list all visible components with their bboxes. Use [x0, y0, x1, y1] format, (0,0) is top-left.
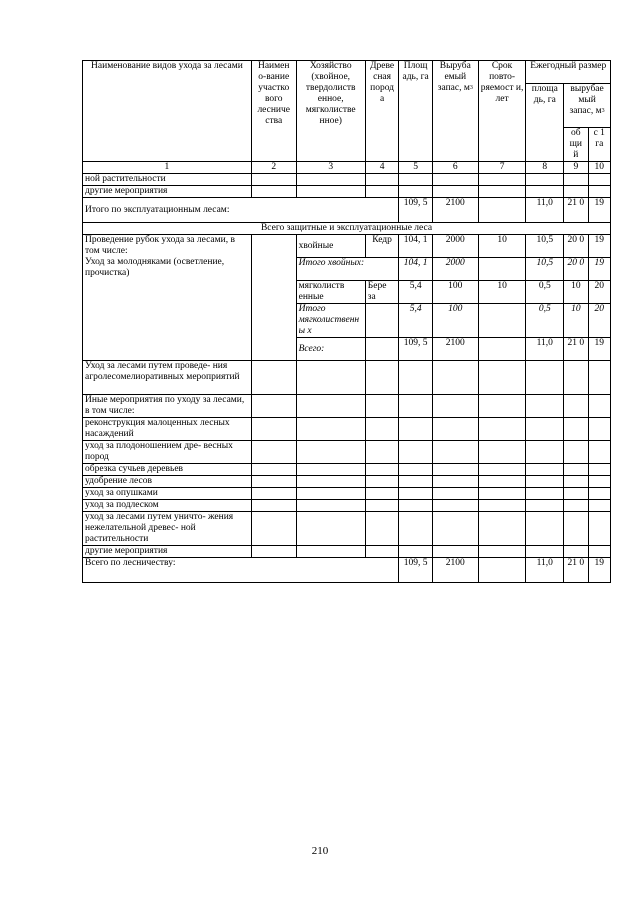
section-title-row [83, 223, 611, 235]
table-row [83, 235, 611, 258]
row-name: удобрение лесов [83, 476, 252, 488]
total-annual-total: 21 0 [564, 198, 588, 223]
annual-total: 20 0 [564, 258, 588, 281]
row-name: ной растительности [83, 174, 252, 186]
harvest: 100 [432, 304, 478, 338]
table-row [83, 418, 611, 441]
area: 5,4 [399, 304, 433, 338]
household: хвойные [296, 235, 365, 258]
total-label: Всего по лесничеству: [83, 558, 399, 583]
header-period: Срок повто- ряемост и, лет [478, 61, 526, 162]
total-harvest: 2100 [432, 558, 478, 583]
area: 104, 1 [399, 258, 433, 281]
header-annual-total: об щи й [564, 128, 588, 162]
header-annual-area: площа дь, га [526, 84, 564, 162]
col-num: 8 [526, 162, 564, 174]
table-row [83, 186, 611, 198]
period: 10 [478, 281, 526, 304]
col-num: 2 [251, 162, 296, 174]
row-name: уход за опушками [83, 488, 252, 500]
row-name: уход за плодоношением дре- весных пород [83, 441, 252, 464]
harvest: 100 [432, 281, 478, 304]
per-ha: 19 [588, 235, 610, 258]
col-num: 4 [365, 162, 399, 174]
row-name: уход за подлеском [83, 500, 252, 512]
household-subtotal: Итого мягколиственны х [296, 304, 365, 338]
table-row [83, 546, 611, 558]
total-annual-area: 11,0 [526, 558, 564, 583]
youngsters-name: Уход за молодняками (осветление, прочистка) [85, 257, 225, 278]
per-ha: 19 [588, 338, 610, 361]
col-num: 1 [83, 162, 252, 174]
total-per-ha: 19 [588, 558, 610, 583]
row-name: другие мероприятия [83, 186, 252, 198]
area: 5,4 [399, 281, 433, 304]
annual-area: 10,5 [526, 235, 564, 258]
total-area: 109, 5 [399, 198, 433, 223]
table-row [83, 361, 611, 395]
table-row [83, 395, 611, 418]
annual-total: 21 0 [564, 338, 588, 361]
table-row [83, 464, 611, 476]
table-row [83, 488, 611, 500]
annual-total: 10 [564, 281, 588, 304]
col-num: 10 [588, 162, 610, 174]
table-row [83, 500, 611, 512]
annual-area: 0,5 [526, 304, 564, 338]
annual-area: 10,5 [526, 258, 564, 281]
header-annual: Ежегодный размер [526, 61, 611, 84]
table-row [83, 441, 611, 464]
table-row [83, 174, 611, 186]
col-num: 9 [564, 162, 588, 174]
header-name: Наименование видов ухода за лесами [83, 61, 252, 162]
row-name: уход за лесами путем уничто- жения нежелательной древес- ной растительности [83, 512, 252, 546]
per-ha: 20 [588, 281, 610, 304]
household-total: Всего: [296, 338, 365, 361]
total-harvest: 2100 [432, 198, 478, 223]
row-name: Уход за лесами путем проведе- ния агролесомелиоративных мероприятий [83, 361, 252, 395]
header-harvest: Выруба емый запас, $м^3$ [432, 61, 478, 162]
per-ha: 19 [588, 258, 610, 281]
forest-care-table [82, 60, 611, 583]
total-per-ha: 19 [588, 198, 610, 223]
annual-area: 0,5 [526, 281, 564, 304]
header-area: Площ адь, га [399, 61, 433, 162]
header-species: Древе сная пород а [365, 61, 399, 162]
harvest: 2100 [432, 338, 478, 361]
area: 109, 5 [399, 338, 433, 361]
col-num: 7 [478, 162, 526, 174]
annual-area: 11,0 [526, 338, 564, 361]
harvest: 2000 [432, 258, 478, 281]
species: Кедр [365, 235, 399, 258]
col-num: 6 [432, 162, 478, 174]
total-annual-total: 21 0 [564, 558, 588, 583]
annual-total: 20 0 [564, 235, 588, 258]
annual-total: 10 [564, 304, 588, 338]
household-subtotal: Итого хвойных: [296, 258, 399, 281]
table-row [83, 512, 611, 546]
total-forestry-row [83, 558, 611, 583]
page-number: 210 [311, 845, 329, 857]
area: 104, 1 [399, 235, 433, 258]
species: Бере за [365, 281, 399, 304]
household: мягколиств енные [296, 281, 365, 304]
period: 10 [478, 235, 526, 258]
total-area: 109, 5 [399, 558, 433, 583]
cutting-name: Проведение рубок ухода за лесами, в том числе: [85, 235, 235, 256]
total-label: Итого по эксплуатационным лесам: [83, 198, 399, 223]
section-title: Всего защитные и эксплуатационные леса [83, 223, 611, 235]
header-forestry: Наимен о-вание участко вого лесниче ства [251, 61, 296, 162]
header-annual-per-ha: с 1 га [588, 128, 610, 162]
header-household: Хозяйство (хвойное, твердолиств енное, мягколистве нное) [296, 61, 365, 162]
row-name: Иные мероприятия по уходу за лесами, в том числе: [83, 395, 252, 418]
row-name: обрезка сучьев деревьев [83, 464, 252, 476]
total-exploitation-row [83, 198, 611, 223]
cutting-name-cell [83, 235, 252, 361]
header-annual-harvest: вырубае мый запас, $м^3$ [564, 84, 611, 128]
harvest: 2000 [432, 235, 478, 258]
row-name: реконструкция малоценных лесных насаждений [83, 418, 252, 441]
header-row [83, 61, 611, 84]
table-row [83, 476, 611, 488]
column-number-row [83, 162, 611, 174]
col-num: 5 [399, 162, 433, 174]
per-ha: 20 [588, 304, 610, 338]
total-annual-area: 11,0 [526, 198, 564, 223]
col-num: 3 [296, 162, 365, 174]
row-name: другие мероприятия [83, 546, 252, 558]
